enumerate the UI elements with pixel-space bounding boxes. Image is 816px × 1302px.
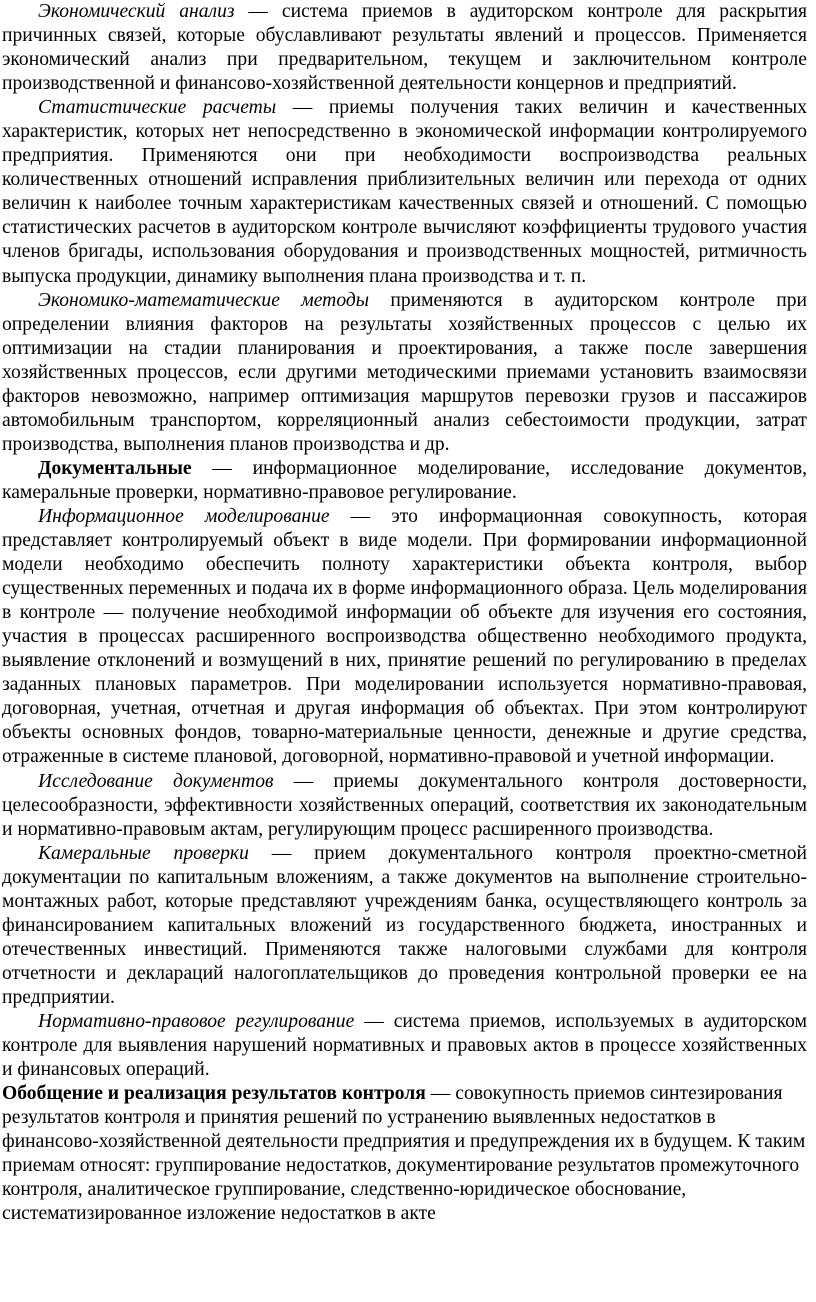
definition-desk-audits: — прием документального контроля проектно-сметной документации по капитальным вложениям, а также документов на выполнение строительно-монтажных работ, которые представляют учреждениям банка, осуществляющего контроль за финансированием капитальных вложений из государственного бюджета, иностранных и отечественных инвестиций. Применяются также налоговыми службами для контроля отчетности и деклараций налогоплательщиков до проведения контрольной проверки ее на предприятии. bbox=[2, 842, 807, 1008]
definition-documentary: — информационное моделирование, исследование документов, камеральные проверки, нормативно-правовое регулирование. bbox=[2, 457, 807, 503]
paragraph-information-modeling bbox=[2, 505, 807, 770]
term-regulatory-regulation: Нормативно-правовое регулирование bbox=[38, 1010, 355, 1032]
term-results-generalization: Обобщение и реализация результатов контроля bbox=[2, 1083, 426, 1105]
paragraph-economic-analysis bbox=[2, 0, 807, 96]
term-documentary: Документальные bbox=[38, 457, 192, 479]
term-economic-math-methods: Экономико-математические методы bbox=[38, 289, 370, 311]
term-economic-analysis: Экономический анализ bbox=[38, 1, 235, 22]
term-desk-audits: Камеральные проверки bbox=[38, 842, 249, 864]
paragraph-document-research bbox=[2, 770, 807, 842]
paragraph-documentary bbox=[2, 457, 807, 505]
term-statistical-calculations: Статистические расчеты bbox=[38, 97, 277, 119]
definition-results-generalization: — совокупность приемов синтезирования результатов контроля и принятия решений по устранению выявленных недостатков в финансово-хозяйственной деятельности предприятия и предупреждения их в будущем. К таким приемам относят: группирование недостатков, документирование результатов промежуточного контроля, аналитическое группирование, следственно-юридическое обоснование, систематизированное изложение недостатков в акте bbox=[2, 1083, 806, 1225]
term-information-modeling: Информационное моделирование bbox=[38, 505, 330, 527]
paragraph-statistical-calculations bbox=[2, 96, 807, 288]
paragraph-results-generalization bbox=[2, 1082, 807, 1226]
paragraph-desk-audits bbox=[2, 842, 807, 1010]
definition-economic-math-methods: применяются в аудиторском контроле при определении влияния факторов на результаты хозяйственных процессов с целью их оптимизации на стадии планирования и проектирования, а также после завершения хозяйственных процессов, если другими методическими приемами установить взаимосвязи факторов невозможно, например оптимизация маршрутов перевозки грузов и пассажиров автомобильным транспортом, корреляционный анализ себестоимости продукции, затрат производства, выполнения планов производства и др. bbox=[2, 289, 807, 455]
term-document-research: Исследование документов bbox=[38, 770, 274, 792]
definition-document-research: — приемы документального контроля достоверности, целесообразности, эффективности хозяйственных операций, соответствия их законодательным и нормативно-правовым актам, регулирующим процесс расширенного производства. bbox=[2, 770, 807, 840]
paragraph-economic-math-methods bbox=[2, 289, 807, 457]
definition-statistical-calculations: — приемы получения таких величин и качественных характеристик, которых нет непосредственно в экономической информации контролируемого предприятия. Применяются они при необходимости воспроизводства реальных количественных отношений исправления приблизительных величин или перехода от одних величин к наиболее точным характеристикам качественных связей и отношений. С помощью статистических расчетов в аудиторском контроле вычисляют коэффициенты трудового участия членов бригады, использования оборудования и производственных мощностей, ритмичность выпуска продукции, динамику выполнения плана производства и т. п. bbox=[2, 97, 807, 287]
paragraph-regulatory-regulation bbox=[2, 1010, 807, 1082]
definition-information-modeling: — это информационная совокупность, которая представляет контролируемый объект в виде модели. При формировании информационной модели необходимо обеспечить полноту характеристики объекта контроля, выбор существенных переменных и подача их в форме информационного образа. Цель моделирования в контроле — получение необходимой информации об объекте для изучения его состояния, участия в процессах расширенного воспроизводства общественно необходимого продукта, выявление отклонений и возмущений в них, принятие решений по регулированию в пределах заданных плановых параметров. При моделировании используется нормативно-правовая, договорная, учетная, отчетная и другая информация об объектах. При этом контролируют объекты основных фондов, товарно-материальные ценности, денежные и другие средства, отраженные в системе плановой, договорной, нормативно-правовой и учетной информации. bbox=[2, 505, 807, 768]
definition-economic-analysis: — система приемов в аудиторском контроле для раскрытия причинных связей, которые обуславливают результаты явлений и процессов. Применяется экономический анализ при предварительном, текущем и заключительном контроле производственной и финансово-хозяйственной деятельности концернов и предприятий. bbox=[2, 1, 807, 95]
definition-regulatory-regulation: — система приемов, используемых в аудиторском контроле для выявления нарушений нормативных и правовых актов в процессе хозяйственных и финансовых операций. bbox=[2, 1010, 807, 1081]
